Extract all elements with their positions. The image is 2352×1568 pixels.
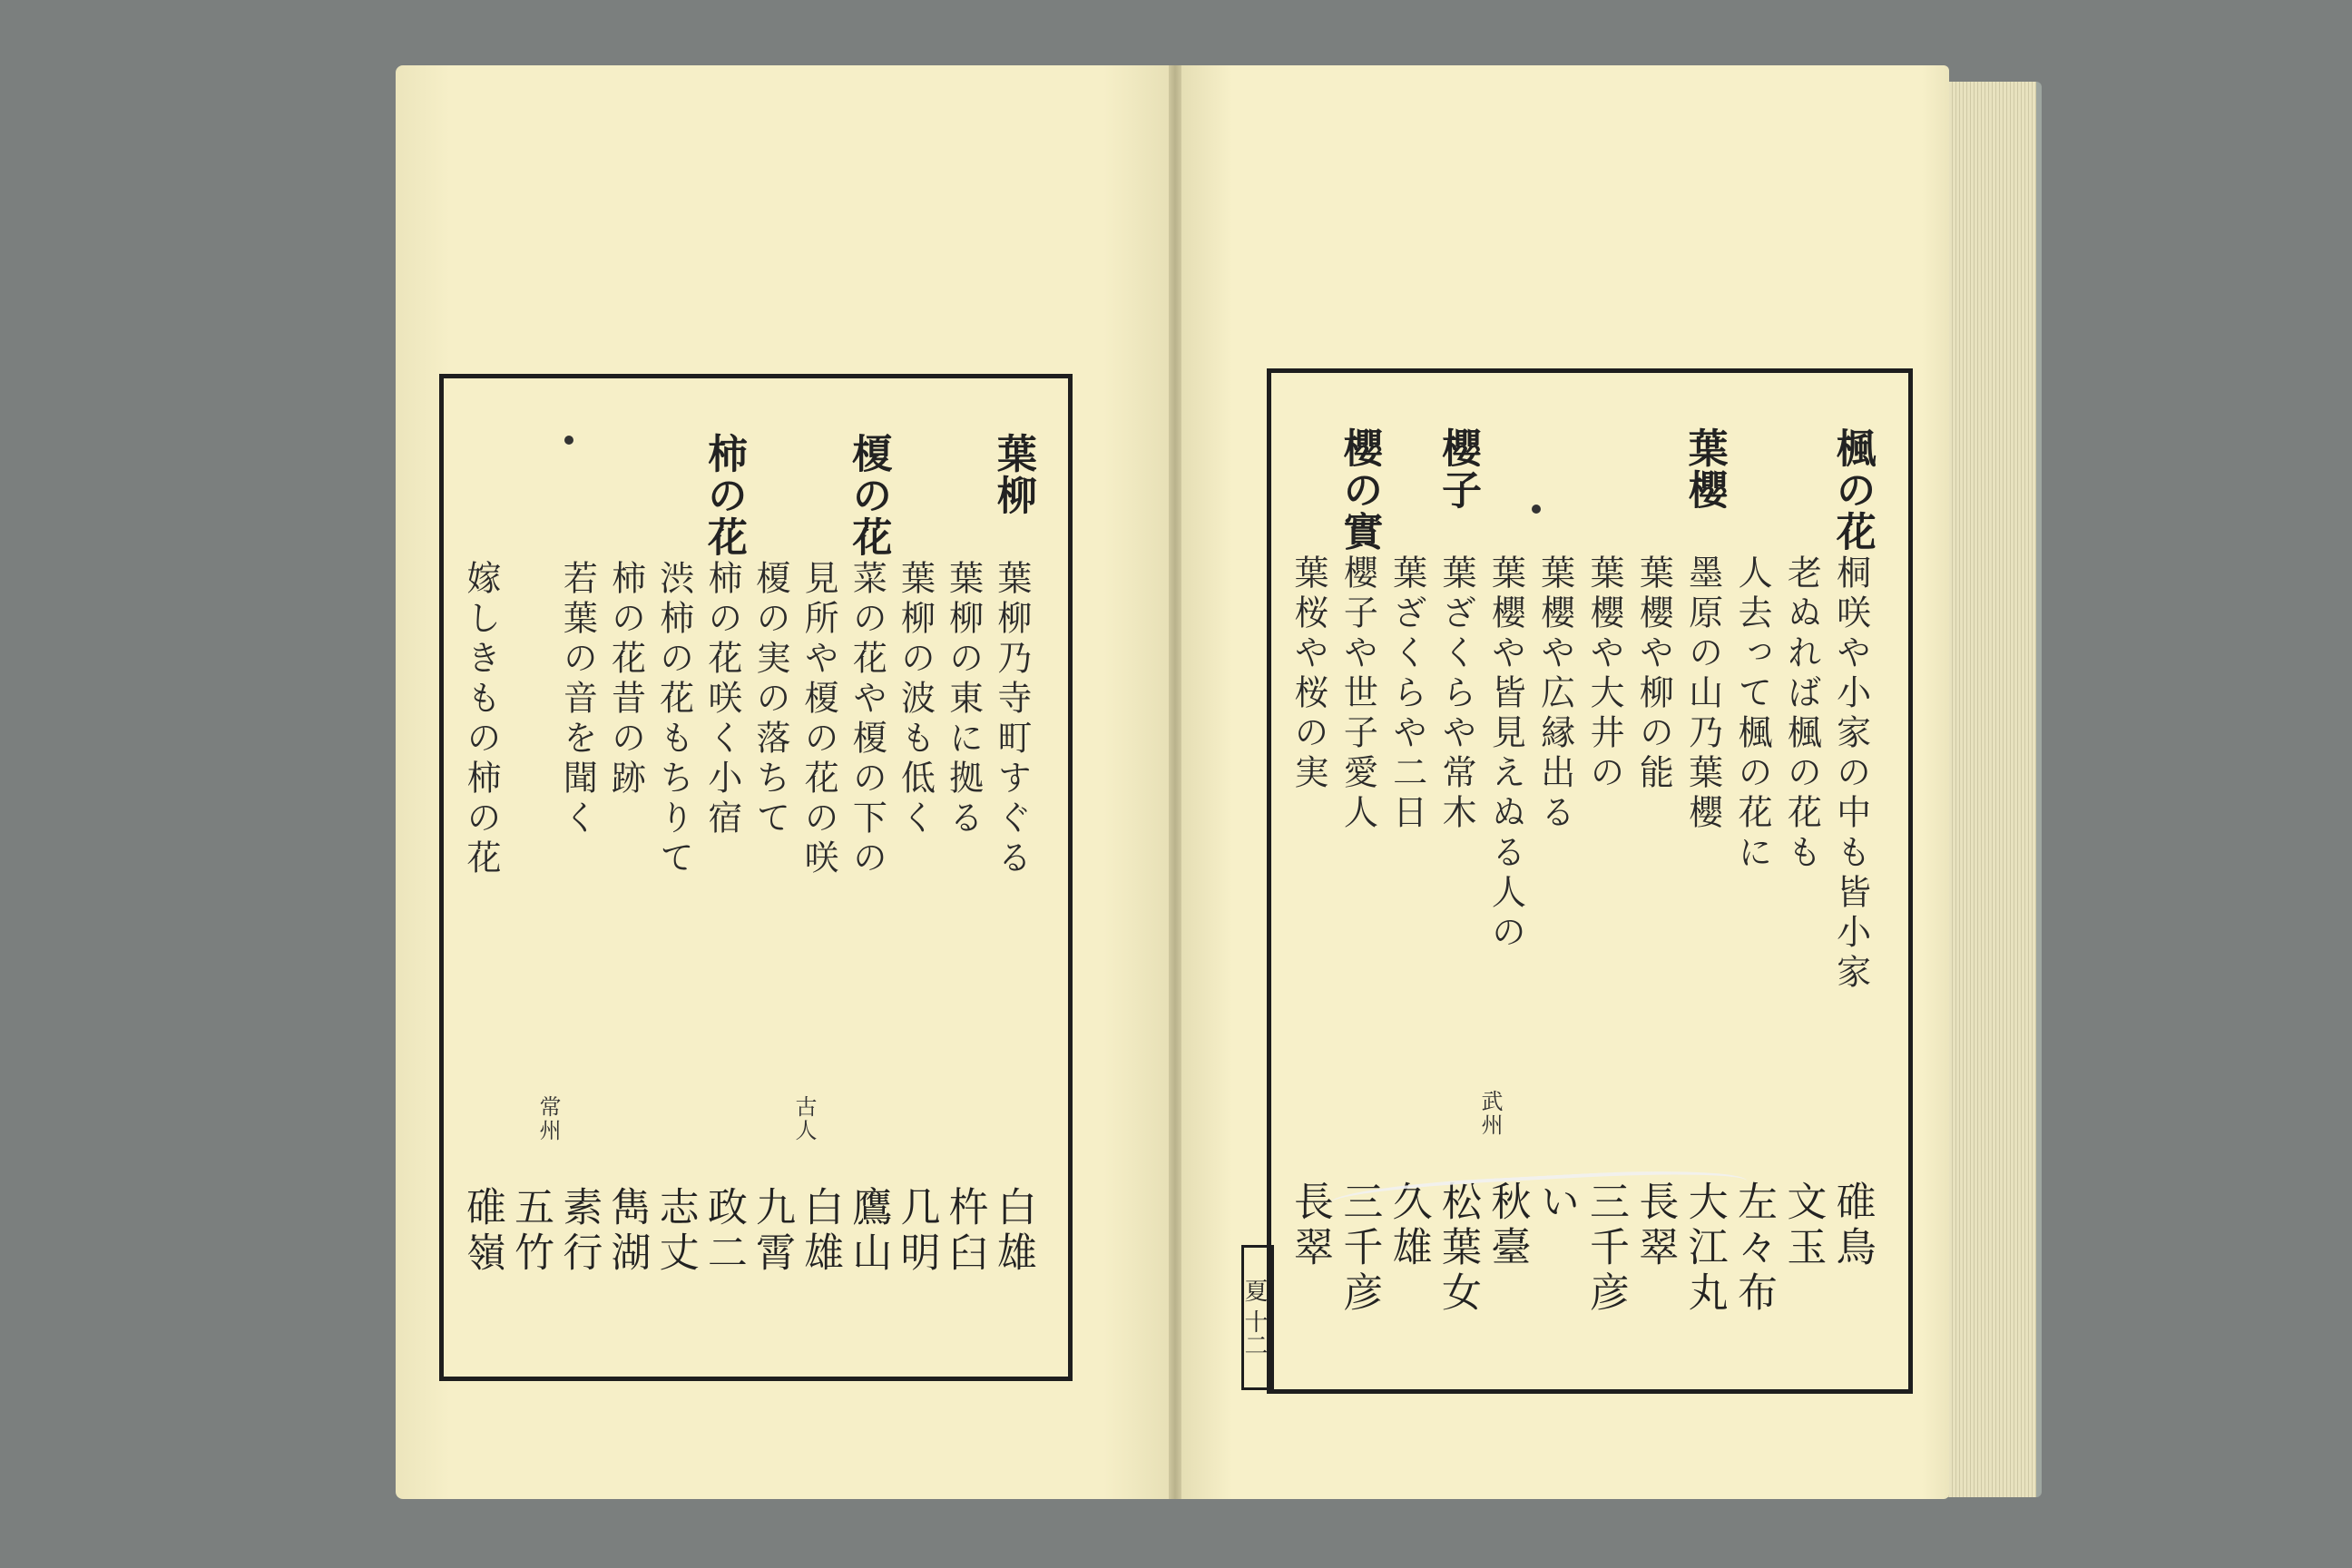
column-author: 几明 bbox=[893, 1186, 940, 1277]
column-head: 柿の花 bbox=[700, 433, 747, 558]
column-poem: 柿の花咲く小宿 bbox=[701, 560, 742, 839]
ink-dot bbox=[564, 436, 573, 445]
column-poem: 葉櫻や皆見えぬる人の bbox=[1485, 554, 1526, 954]
column-author: 長翠 bbox=[1632, 1181, 1679, 1271]
column-head: 櫻の實 bbox=[1336, 427, 1383, 553]
column-poem: 葉桜や桜の実 bbox=[1289, 554, 1328, 794]
column-poem: 渋柿の花もちりて bbox=[653, 560, 694, 879]
column-head: 葉柳 bbox=[989, 433, 1036, 516]
column-poem: 櫻子や世子愛人 bbox=[1338, 554, 1378, 834]
left-note-jōshū: 常州 bbox=[535, 1095, 561, 1142]
column-poem: 葉ざくらや二日 bbox=[1387, 554, 1427, 834]
column-author: 碓嶺 bbox=[459, 1186, 505, 1277]
column-poem: 葉櫻や柳の能 bbox=[1633, 554, 1674, 794]
left-text-frame bbox=[439, 374, 1073, 1381]
column-poem: 葉柳の波も低く bbox=[895, 560, 936, 839]
column-author: 左々布 bbox=[1730, 1181, 1777, 1317]
column-author: 杵臼 bbox=[941, 1186, 988, 1277]
right-text-frame bbox=[1267, 368, 1913, 1394]
column-author: 雋湖 bbox=[603, 1186, 651, 1277]
column-author: 三千彦 bbox=[1583, 1181, 1629, 1317]
column-author: 秋臺 bbox=[1484, 1181, 1531, 1271]
column-poem: 若葉の音を聞く bbox=[557, 560, 598, 839]
column-author: い bbox=[1533, 1181, 1580, 1226]
column-head: 榎の花 bbox=[845, 433, 892, 558]
column-author: 松葉女 bbox=[1435, 1181, 1481, 1317]
column-head: 葉櫻 bbox=[1681, 427, 1728, 511]
book-gutter bbox=[1169, 65, 1181, 1499]
column-poem: 葉櫻や大井の bbox=[1584, 554, 1624, 794]
column-poem: 葉柳の東に拠る bbox=[943, 560, 984, 839]
column-poem: 嫁しきもの柿の花 bbox=[461, 560, 501, 879]
column-poem: 葉櫻や広縁出る bbox=[1534, 554, 1575, 834]
page-block-edge bbox=[1938, 82, 2042, 1497]
column-author: 大江丸 bbox=[1681, 1181, 1728, 1317]
column-author: 素行 bbox=[555, 1186, 603, 1277]
column-head: 櫻子 bbox=[1435, 427, 1481, 511]
column-author: 鷹山 bbox=[845, 1186, 892, 1277]
column-poem: 人去って楓の花に bbox=[1732, 554, 1772, 874]
column-poem: 葉ざくらや常木 bbox=[1436, 554, 1476, 834]
right-note-bushū: 武州 bbox=[1477, 1090, 1503, 1137]
column-poem: 見所や榎の花の咲 bbox=[799, 560, 839, 879]
left-note-kojin: 古人 bbox=[791, 1095, 817, 1142]
column-author: 碓鳥 bbox=[1828, 1181, 1876, 1271]
column-poem: 葉柳乃寺町すぐる bbox=[991, 560, 1032, 879]
column-poem: 桐咲や小家の中も皆小家 bbox=[1830, 554, 1871, 994]
column-author: 三千彦 bbox=[1336, 1181, 1383, 1317]
column-author: 九霄 bbox=[749, 1186, 795, 1277]
column-poem: 柿の花昔の跡 bbox=[605, 560, 646, 799]
column-head: 楓の花 bbox=[1828, 427, 1876, 553]
column-author: 長翠 bbox=[1287, 1181, 1333, 1271]
column-poem: 榎の実の落ちて bbox=[750, 560, 790, 839]
column-author: 政二 bbox=[700, 1186, 747, 1277]
column-author: 白雄 bbox=[797, 1186, 844, 1277]
open-book bbox=[396, 65, 2038, 1506]
column-poem: 菜の花や榎の下の bbox=[847, 560, 887, 879]
column-poem: 老ぬれば楓の花も bbox=[1781, 554, 1822, 874]
ink-dot bbox=[1532, 505, 1541, 514]
column-author: 五竹 bbox=[507, 1186, 554, 1277]
column-author: 白雄 bbox=[989, 1186, 1036, 1277]
column-author: 志丈 bbox=[652, 1186, 699, 1277]
folio-number: 夏 十二 bbox=[1241, 1245, 1274, 1390]
column-author: 久雄 bbox=[1385, 1181, 1432, 1271]
column-author: 文玉 bbox=[1779, 1181, 1827, 1271]
column-poem: 墨原の山乃葉櫻 bbox=[1682, 554, 1723, 834]
